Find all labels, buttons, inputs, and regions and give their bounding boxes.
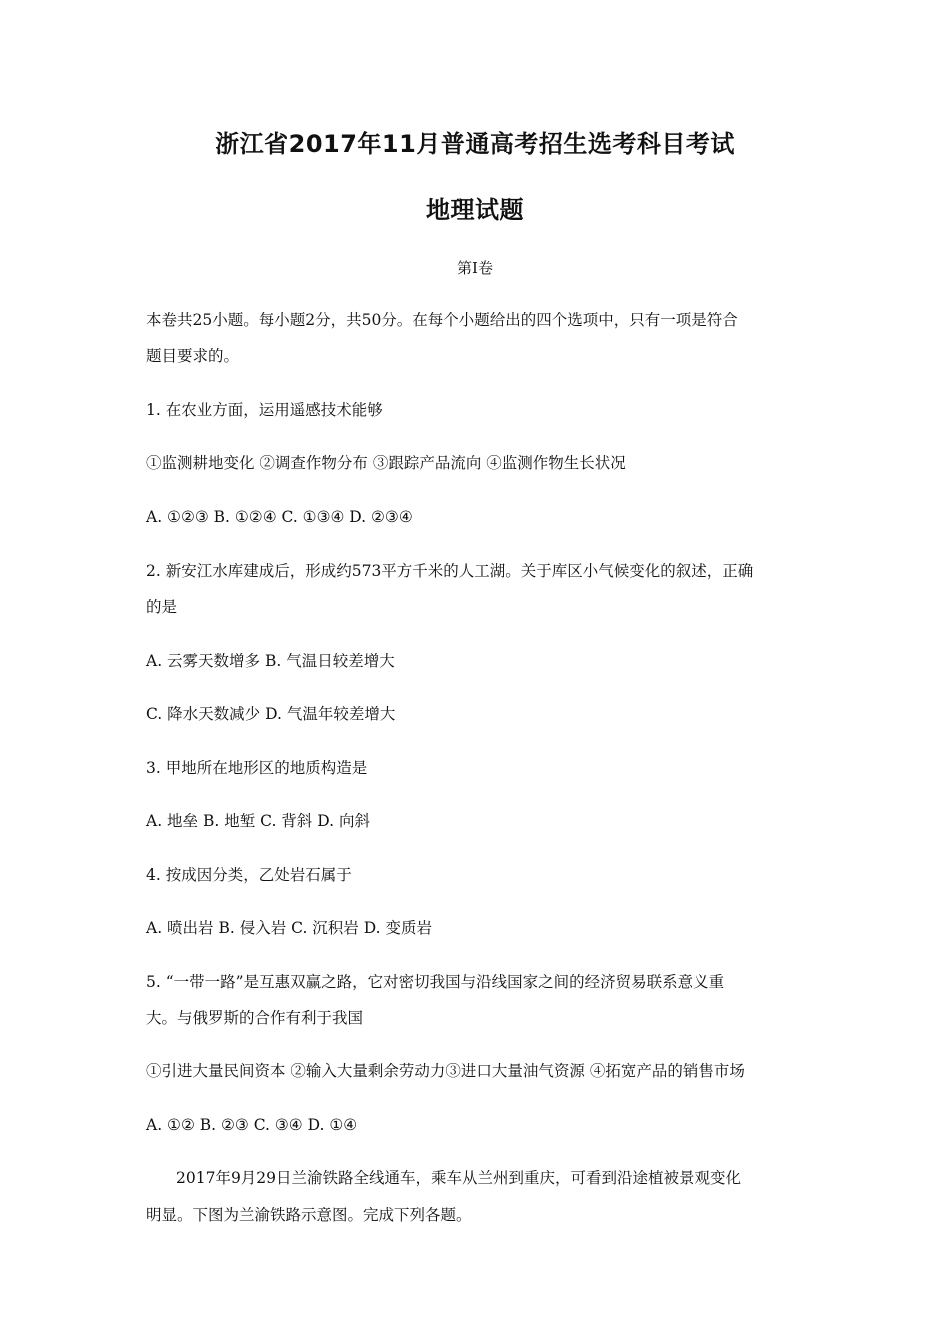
question-5-statements: ①引进大量民间资本 ②输入大量剩余劳动力③进口大量油气资源 ④拓宽产品的销售市场	[146, 1062, 745, 1080]
question-5-stem-line-1: 5. “一带一路”是互惠双赢之路，它对密切我国与沿线国家之间的经济贸易联系意义重	[146, 973, 725, 991]
question-4-stem: 4. 按成因分类，乙处岩石属于	[146, 866, 352, 884]
question-5-options: A. ①② B. ②③ C. ③④ D. ①④	[146, 1116, 358, 1134]
question-1-stem: 1. 在农业方面，运用遥感技术能够	[146, 401, 383, 419]
question-2-stem-line-2: 的是	[146, 598, 178, 616]
question-5-stem-line-2: 大。与俄罗斯的合作有利于我国	[146, 1009, 364, 1027]
section-label: 第Ⅰ卷	[457, 259, 493, 277]
passage-line-2: 明显。下图为兰渝铁路示意图。完成下列各题。	[146, 1206, 472, 1224]
question-2-stem-line-1: 2. 新安江水库建成后，形成约573平方千米的人工湖。关于库区小气候变化的叙述，正确	[146, 562, 754, 580]
question-1-options: A. ①②③ B. ①②④ C. ①③④ D. ②③④	[146, 508, 413, 526]
instructions-line-2: 题目要求的。	[146, 347, 240, 365]
question-2-options-line-2: C. 降水天数减少 D. 气温年较差增大	[146, 705, 396, 723]
exam-title: 浙江省2017年11月普通高考招生选考科目考试	[215, 130, 735, 158]
passage-line-1: 2017年9月29日兰渝铁路全线通车，乘车从兰州到重庆，可看到沿途植被景观变化	[176, 1169, 742, 1187]
question-1-statements: ①监测耕地变化 ②调查作物分布 ③跟踪产品流向 ④监测作物生长状况	[146, 454, 626, 472]
question-4-options: A. 喷出岩 B. 侵入岩 C. 沉积岩 D. 变质岩	[146, 919, 432, 937]
question-3-stem: 3. 甲地所在地形区的地质构造是	[146, 759, 368, 777]
instructions-line-1: 本卷共25小题。每小题2分，共50分。在每个小题给出的四个选项中，只有一项是符合	[146, 311, 738, 329]
exam-subtitle: 地理试题	[426, 196, 524, 224]
question-2-options-line-1: A. 云雾天数增多 B. 气温日较差增大	[146, 652, 395, 670]
question-3-options: A. 地垒 B. 地堑 C. 背斜 D. 向斜	[146, 812, 370, 830]
